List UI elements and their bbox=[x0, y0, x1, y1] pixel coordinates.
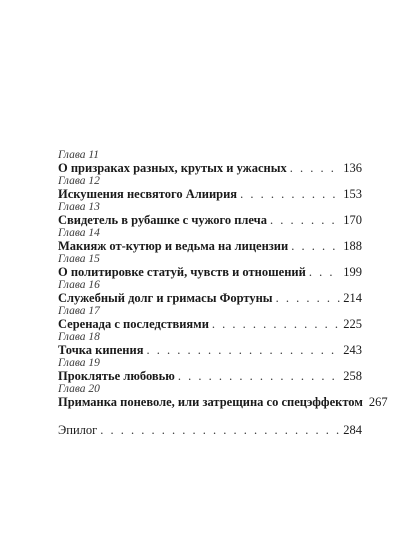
dot-leader bbox=[240, 187, 340, 201]
page-number: 136 bbox=[343, 161, 362, 175]
page-number: 267 bbox=[368, 395, 388, 409]
page-number: 153 bbox=[343, 187, 362, 201]
toc-group-chapter-16 bbox=[58, 280, 362, 305]
chapter-title: О политировке статуй, чувств и отношений bbox=[58, 265, 306, 279]
toc-group-chapter-18 bbox=[58, 332, 362, 357]
page-number: 258 bbox=[343, 369, 362, 383]
toc-entry[interactable] bbox=[58, 187, 362, 201]
toc-group-chapter-13 bbox=[58, 202, 362, 227]
dot-leader bbox=[100, 423, 340, 437]
toc-entry[interactable] bbox=[58, 213, 362, 227]
toc-entry[interactable] bbox=[58, 239, 362, 253]
page-number: 243 bbox=[343, 343, 362, 357]
page-number: 199 bbox=[343, 265, 362, 279]
toc-entry[interactable] bbox=[58, 369, 362, 383]
epilogue-title: Эпилог bbox=[58, 423, 98, 437]
dot-leader bbox=[276, 291, 341, 305]
dot-leader bbox=[290, 161, 340, 175]
chapter-label: Глава 17 bbox=[58, 305, 100, 317]
chapter-title: Серенада с последствиями bbox=[58, 317, 209, 331]
toc-group-chapter-14 bbox=[58, 228, 362, 253]
chapter-title: О призраках разных, крутых и ужасных bbox=[58, 161, 287, 175]
chapter-label: Глава 19 bbox=[58, 357, 100, 369]
toc-entry-epilogue[interactable] bbox=[58, 423, 362, 437]
page-number: 214 bbox=[343, 291, 362, 305]
chapter-title: Свидетель в рубашке с чужого плеча bbox=[58, 213, 267, 227]
toc-group-chapter-11 bbox=[58, 150, 362, 175]
chapter-label: Глава 14 bbox=[58, 227, 100, 239]
chapter-title: Приманка поневоле, или затрещина со спецэффектом bbox=[58, 395, 363, 409]
toc-entry[interactable] bbox=[58, 265, 362, 279]
chapter-title: Точка кипения bbox=[58, 343, 144, 357]
toc-entry[interactable] bbox=[58, 395, 388, 409]
dot-leader bbox=[212, 317, 340, 331]
page-number: 284 bbox=[343, 423, 362, 437]
chapter-label: Глава 18 bbox=[58, 331, 100, 343]
dot-leader bbox=[309, 265, 340, 279]
toc-group-chapter-19 bbox=[58, 358, 362, 383]
chapter-label: Глава 13 bbox=[58, 201, 100, 213]
chapter-label: Глава 11 bbox=[58, 149, 100, 161]
dot-leader bbox=[178, 369, 340, 383]
table-of-contents bbox=[58, 149, 388, 438]
toc-group-chapter-17 bbox=[58, 306, 362, 331]
toc-entry[interactable] bbox=[58, 343, 362, 357]
toc-entry[interactable] bbox=[58, 161, 362, 175]
dot-leader bbox=[270, 213, 340, 227]
page-number: 225 bbox=[343, 317, 362, 331]
toc-group-chapter-20 bbox=[58, 383, 388, 409]
dot-leader bbox=[291, 239, 340, 253]
page-number: 188 bbox=[343, 239, 362, 253]
toc-group-chapter-15 bbox=[58, 254, 362, 279]
chapter-title: Искушения несвятого Алиирия bbox=[58, 187, 238, 201]
dot-leader bbox=[146, 343, 340, 357]
chapter-label: Глава 20 bbox=[58, 383, 100, 395]
chapter-title: Проклятье любовью bbox=[58, 369, 175, 383]
toc-group-chapter-12 bbox=[58, 176, 362, 201]
chapter-title: Макияж от-кутюр и ведьма на лицензии bbox=[58, 239, 289, 253]
chapter-label: Глава 16 bbox=[58, 279, 100, 291]
toc-entry[interactable] bbox=[58, 291, 362, 305]
chapter-title: Служебный долг и гримасы Фортуны bbox=[58, 291, 273, 305]
chapter-label: Глава 12 bbox=[58, 175, 100, 187]
page-number: 170 bbox=[343, 213, 362, 227]
toc-entry[interactable] bbox=[58, 317, 362, 331]
chapter-label: Глава 15 bbox=[58, 253, 100, 265]
